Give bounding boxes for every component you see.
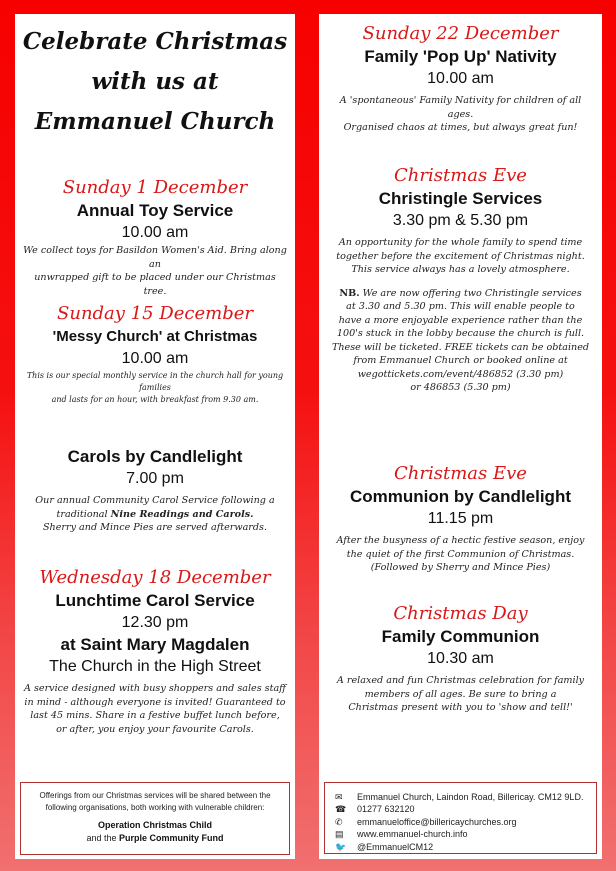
event-venue: at Saint Mary Magdalen	[60, 635, 250, 654]
desc-line: together before the excitement of Christmas night.	[336, 250, 585, 262]
twitter-link[interactable]: @EmmanuelCM12	[357, 841, 434, 852]
desc-line: have a more enjoyable experience rather than the	[338, 314, 583, 326]
event-time: 10.00 am	[121, 350, 189, 367]
event-description	[15, 370, 295, 406]
event-time: 12.30 pm	[121, 614, 189, 631]
desc-line: A 'spontaneous' Family Nativity for children of all ages.	[339, 95, 582, 120]
event-time: 11.15 pm	[427, 510, 494, 527]
event-time: 7.00 pm	[126, 470, 184, 487]
title-line-1: Celebrate Christmas	[22, 28, 288, 55]
desc-line	[23, 508, 287, 522]
desc-line: the quiet of the first Communion of Christmas.	[346, 548, 575, 560]
event-carols-candlelight	[15, 446, 295, 535]
phone-link[interactable]: 01277 632120	[357, 804, 415, 815]
nb-label: NB.	[339, 287, 360, 299]
desc-line: A relaxed and fun Christmas celebration for family	[336, 675, 585, 686]
event-pop-up-nativity	[319, 22, 602, 135]
contact-phone	[335, 804, 586, 817]
charity-name: Operation Christmas Child	[97, 820, 213, 830]
event-name: Christingle Services	[378, 189, 543, 208]
twitter-bird-icon: 🐦	[335, 841, 347, 852]
event-date: Christmas Eve	[394, 463, 527, 484]
christingle-note	[319, 287, 602, 395]
event-time: 10.30 am	[427, 650, 494, 667]
event-description	[319, 94, 602, 135]
event-description	[15, 244, 295, 298]
desc-line: A service designed with busy shoppers and sales staff	[24, 683, 286, 694]
email-icon: ✆	[335, 816, 343, 827]
event-toy-service	[15, 176, 295, 298]
event-description	[319, 534, 602, 575]
event-time: 10.00 am	[427, 70, 494, 87]
event-date: Wednesday 18 December	[39, 567, 271, 588]
desc-line: Christmas present with you to 'show and tell!'	[348, 702, 573, 713]
desc-line: We collect toys for Basildon Women's Aid. Bring along an	[23, 245, 287, 270]
address-icon: ✉	[335, 791, 343, 802]
right-panel	[319, 14, 602, 859]
ticket-link[interactable]: wegottickets.com/event/486852 (3.30 pm)	[357, 368, 564, 380]
left-panel	[15, 14, 295, 859]
event-name: 'Messy Church' at Christmas	[52, 328, 258, 345]
desc-line: After the busyness of a hectic festive season, enjoy	[336, 535, 585, 546]
contact-website	[335, 829, 586, 842]
desc-line: last 45 mins. Share in a festive buffet lunch before,	[30, 710, 280, 721]
event-communion-candlelight	[319, 462, 602, 575]
computer-icon: ▤	[335, 829, 344, 840]
desc-text: traditional	[56, 508, 111, 520]
desc-line: in mind - although everyone is invited! Guaranteed to	[24, 696, 286, 708]
event-date: Christmas Day	[393, 603, 528, 624]
desc-line: 100's stuck in the lobby because the church is full.	[336, 328, 585, 339]
event-messy-church	[15, 302, 295, 406]
event-time: 3.30 pm & 5.30 pm	[392, 212, 529, 229]
desc-line: at 3.30 and 5.30 pm. This will enable people to	[346, 301, 575, 312]
desc-line: Sherry and Mince Pies are served afterwards.	[42, 522, 268, 533]
event-name: Communion by Candlelight	[350, 487, 571, 506]
website-link[interactable]: www.emmanuel-church.info	[357, 829, 468, 840]
event-description	[15, 682, 295, 736]
event-name: Lunchtime Carol Service	[55, 591, 255, 610]
event-christingle	[319, 164, 602, 395]
event-date: Christmas Eve	[394, 165, 527, 186]
phone-icon: ☎	[335, 804, 347, 815]
event-name: Family 'Pop Up' Nativity	[364, 47, 557, 66]
event-venue-sub: The Church in the High Street	[49, 658, 261, 675]
desc-line: and lasts for an hour, with breakfast from 9.30 am.	[51, 395, 259, 404]
event-name: Annual Toy Service	[76, 201, 234, 220]
event-date: Sunday 22 December	[362, 23, 559, 44]
title-line-3: Emmanuel Church	[34, 108, 276, 135]
offerings-box	[20, 782, 290, 855]
offerings-text: following organisations, both working with vulnerable children:	[45, 803, 265, 812]
desc-line: or after, you enjoy your favourite Carols.	[56, 723, 254, 735]
offerings-text: Offerings from our Christmas services will be shared between the	[39, 791, 271, 800]
charity-name: Purple Community Fund	[119, 833, 224, 843]
event-lunchtime-carol	[15, 566, 295, 736]
desc-line: members of all ages. Be sure to bring a	[364, 688, 557, 700]
event-description	[319, 674, 602, 715]
page-title	[15, 22, 295, 142]
event-description	[319, 236, 602, 277]
email-link[interactable]: emmanueloffice@billericaychurches.org	[357, 816, 517, 827]
event-date: Sunday 1 December	[62, 177, 248, 198]
desc-line: This is our special monthly service in the church hall for young families	[26, 371, 284, 392]
desc-line: An opportunity for the whole family to spend time	[338, 237, 583, 248]
desc-line: (Followed by Sherry and Mince Pies)	[370, 562, 551, 573]
event-family-communion	[319, 602, 602, 715]
desc-line: This service always has a lovely atmosphere.	[351, 264, 570, 275]
desc-line: We are now offering two Christingle services	[362, 287, 582, 299]
desc-line: from Emmanuel Church or booked online at	[353, 355, 568, 366]
address-text: Emmanuel Church, Laindon Road, Billericay. CM12 9LD.	[357, 791, 584, 802]
desc-line: or 486853 (5.30 pm)	[410, 382, 511, 393]
event-time: 10.00 am	[121, 224, 189, 241]
event-name: Family Communion	[381, 627, 540, 646]
desc-line: Organised chaos at times, but always great fun!	[343, 122, 578, 133]
contact-email	[335, 816, 586, 829]
contact-address	[335, 791, 586, 804]
desc-line: unwrapped gift to be placed under our Christmas tree.	[34, 272, 276, 297]
event-description	[15, 494, 295, 535]
desc-line: Our annual Community Carol Service following a	[35, 495, 275, 506]
event-name: Carols by Candlelight	[67, 447, 243, 466]
desc-line: These will be ticketed. FREE tickets can be obtained	[331, 341, 590, 353]
event-date: Sunday 15 December	[57, 303, 253, 324]
desc-bold: Nine Readings and Carols.	[110, 508, 254, 520]
contact-box	[324, 782, 597, 854]
contact-twitter	[335, 841, 586, 854]
offerings-text: and the	[86, 833, 120, 843]
title-line-2: with us at	[91, 68, 219, 95]
